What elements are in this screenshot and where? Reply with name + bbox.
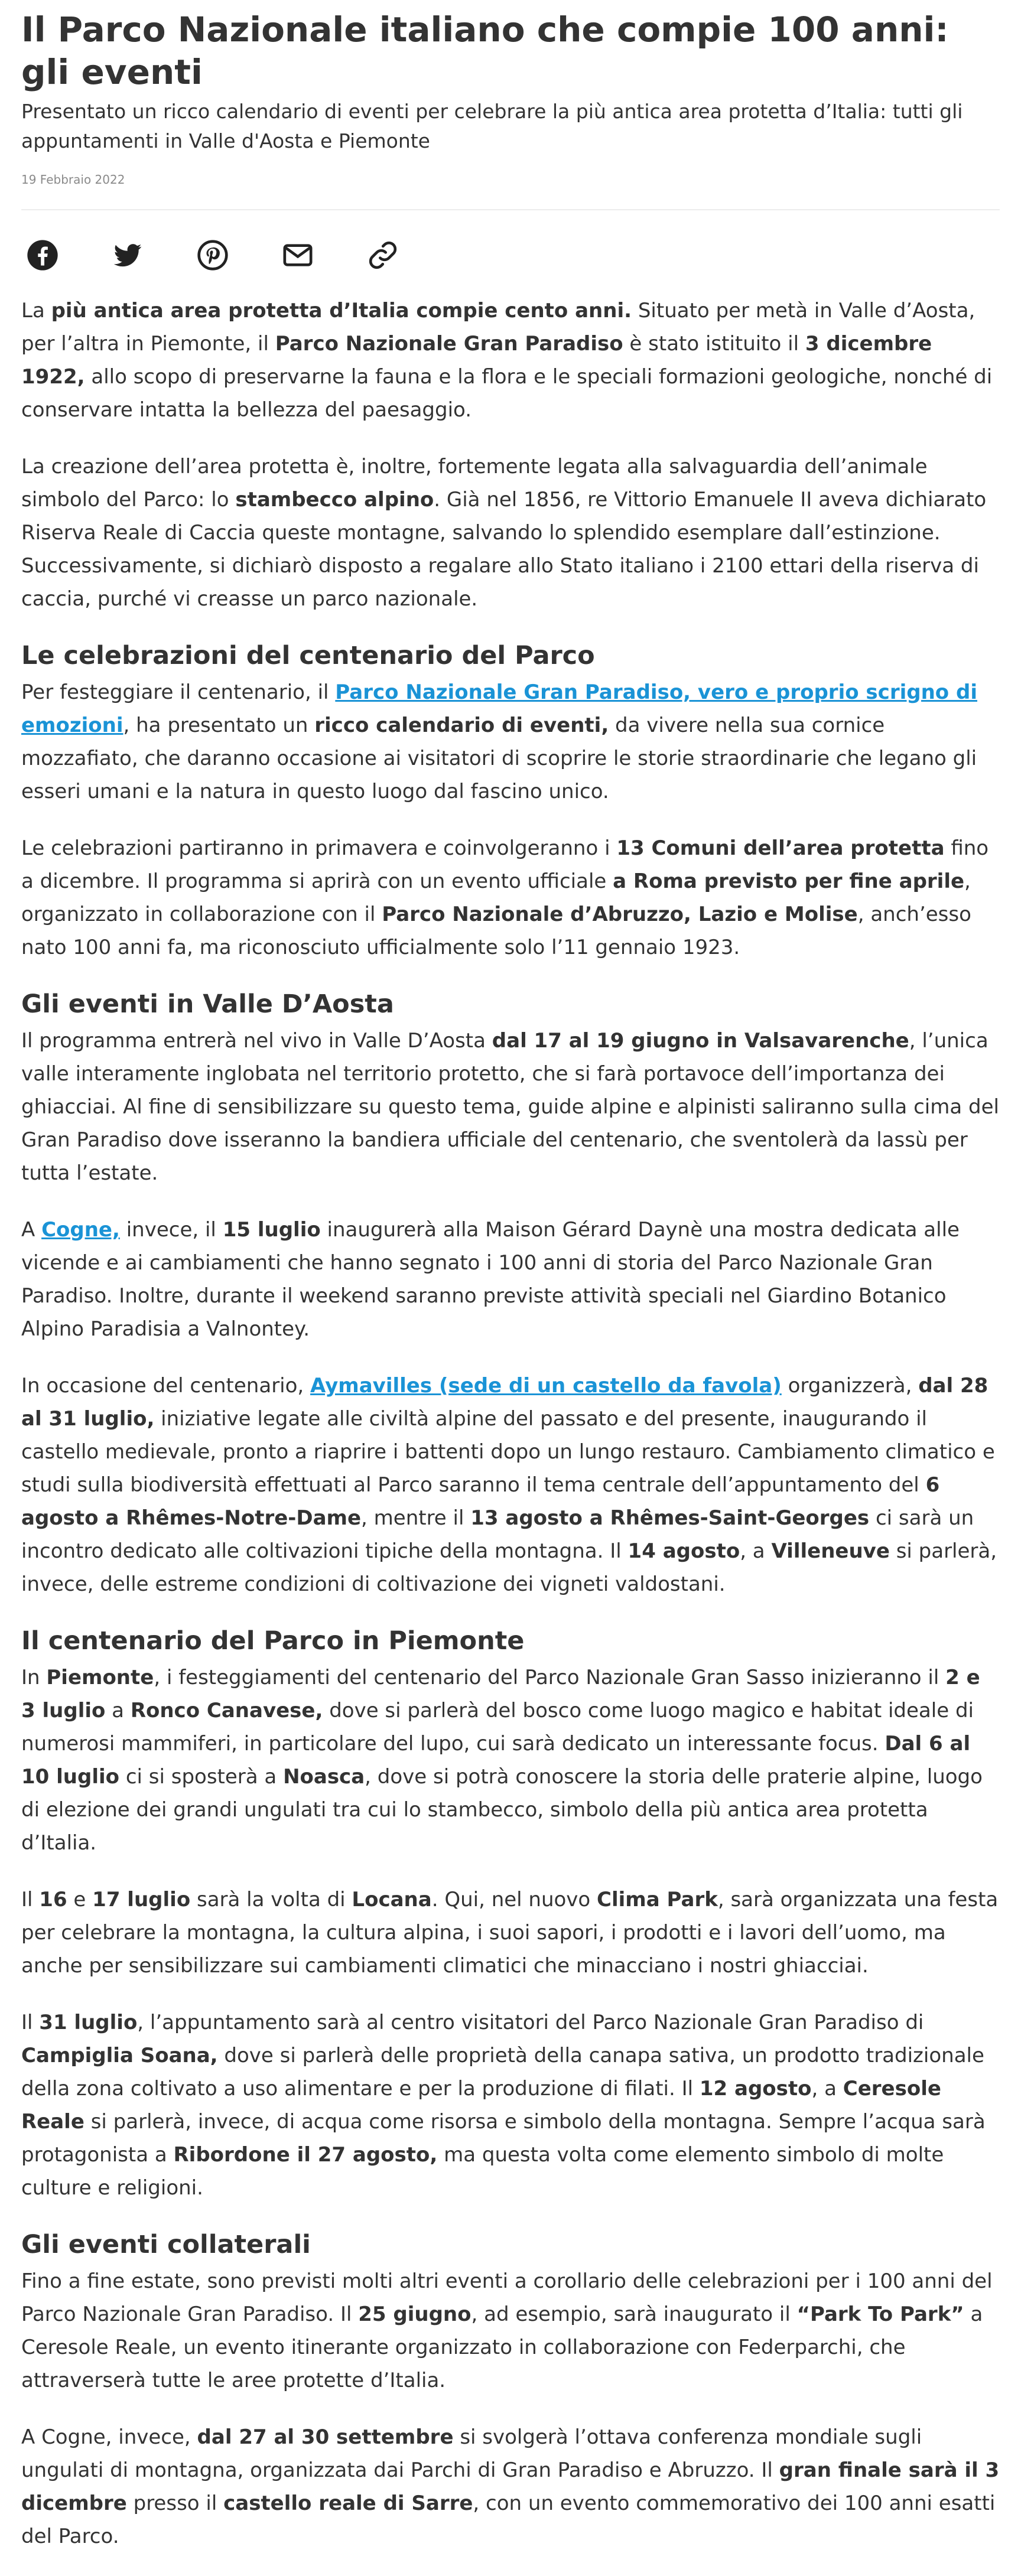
paragraph-gran-finale: A Cogne, invece, dal 27 al 30 settembre si svolgerà l’ottava conferenza mondiale sugli ungulati di montagna, organizzata dai Parchi di Gran Paradiso e Abruzzo. Il gran finale sarà il 3 dicembre presso il castello reale di Sarre, con un evento commemorativo dei 100 anni esatti del Parco. — [21, 2425, 1000, 2548]
article-title: Il Parco Nazionale italiano che compie 100 anni: gli eventi — [21, 9, 949, 92]
heading-collaterali: Gli eventi collaterali — [21, 2230, 311, 2259]
divider — [21, 209, 1000, 210]
facebook-icon[interactable] — [26, 239, 59, 272]
paragraph-intro: La più antica area protetta d’Italia compie cento anni. Situato per metà in Valle d’Aosta, per l’altra in Piemonte, il Parco Nazionale Gran Paradiso è stato istituito il 3 dicembre 1922, allo scopo di preservarne la fauna e la flora e le speciali formazioni geologiche, nonché di conservare intatta la bellezza del paesaggio. — [21, 299, 993, 422]
link-icon[interactable] — [366, 239, 399, 272]
paragraph-campiglia: Il 31 luglio, l’appuntamento sarà al centro visitatori del Parco Nazionale Gran Paradiso di Campiglia Soana, dove si parlerà delle proprietà della canapa sativa, un prodotto tradizionale della zona coltivato a uso alimentare e per la produzione di filati. Il 12 agosto, a Ceresole Reale si parlerà, invece, di acqua come risorsa e simbolo della montagna. Sempre l’acqua sarà protagonista a Ribordone il 27 agosto, ma questa volta come elemento simbolo di molte culture e religioni. — [21, 2011, 986, 2200]
paragraph-locana: Il 16 e 17 luglio sarà la volta di Locana. Qui, nel nuovo Clima Park, sarà organizzata una festa per celebrare la montagna, la cultura alpina, i suoi sapori, i prodotti e i lavori dell’uomo, ma anche per sensibilizzare sui cambiamenti climatici che minacciano i nostri ghiacciai. — [21, 1888, 999, 1978]
twitter-icon[interactable] — [111, 239, 144, 272]
pinterest-icon[interactable] — [196, 239, 229, 272]
paragraph-aymavilles: In occasione del centenario, Aymavilles (sede di un castello da favola) organizzerà, dal 28 al 31 luglio, iniziative legate alle civiltà alpine del passato e del presente, inaugurando il castello medievale, pronto a riaprire i battenti dopo un lungo restauro. Cambiamento climatico e studi sulla biodiversità effettuati al Parco saranno il tema centrale dell’appuntamento del 6 agosto a Rhêmes-Notre-Dame, mentre il 13 agosto a Rhêmes-Saint-Georges ci sarà un incontro dedicato alle coltivazioni tipiche della montagna. Il 14 agosto, a Villeneuve si parlerà, invece, delle estreme condizioni di coltivazione dei vigneti valdostani. — [21, 1374, 997, 1596]
link-parco-gran-paradiso[interactable]: Parco Nazionale Gran Paradiso, vero e proprio scrigno di emozioni — [21, 680, 977, 737]
heading-celebrazioni: Le celebrazioni del centenario del Parco — [21, 641, 595, 670]
paragraph-ronco-noasca: In Piemonte, i festeggiamenti del centenario del Parco Nazionale Gran Sasso inizieranno il 2 e 3 luglio a Ronco Canavese, dove si parlerà del bosco come luogo magico e habitat ideale di numerosi mammiferi, in particolare del lupo, cui sarà dedicato un interessante focus. Dal 6 al 10 luglio ci si sposterà a Noasca, dove si potrà conoscere la storia delle praterie alpine, luogo di elezione dei grandi ungulati tra cui lo stambecco, simbolo della più antica area protetta d’Italia. — [21, 1666, 983, 1855]
paragraph-stambecco: La creazione dell’area protetta è, inoltre, fortemente legata alla salvaguardia dell’animale simbolo del Parco: lo stambecco alpino. Già nel 1856, re Vittorio Emanuele II aveva dichiarato Riserva Reale di Caccia queste montagne, salvando lo splendido esemplare dall’estinzione. Successivamente, si dichiarò disposto a regalare allo Stato italiano i 2100 ettari della riserva di caccia, purché vi creasse un parco nazionale. — [21, 455, 987, 611]
paragraph-centenario: Per festeggiare il centenario, il Parco Nazionale Gran Paradiso, vero e proprio scrigno di emozioni, ha presentato un ricco calendario di eventi, da vivere nella sua cornice mozzafiato, che daranno occasione ai visitatori di scoprire le storie straordinarie che legano gli esseri umani e la natura in questo luogo dal fascino unico. — [21, 680, 977, 803]
link-aymavilles[interactable]: Aymavilles (sede di un castello da favola) — [310, 1374, 782, 1398]
heading-valle-aosta: Gli eventi in Valle D’Aosta — [21, 989, 394, 1019]
paragraph-cogne: A Cogne, invece, il 15 luglio inaugurerà alla Maison Gérard Daynè una mostra dedicata alle vicende e ai cambiamenti che hanno segnato i 100 anni di storia del Parco Nazionale Gran Paradiso. Inoltre, durante il weekend saranno previste attività speciali nel Giardino Botanico Alpino Paradisia a Valnontey. — [21, 1218, 960, 1341]
paragraph-valsavarenche: Il programma entrerà nel vivo in Valle D’Aosta dal 17 al 19 giugno in Valsavarenche, l’unica valle interamente inglobata nel territorio protetto, che si farà portavoce dell’importanza dei ghiacciai. Al fine di sensibilizzare su questo tema, guide alpine e alpinisti saliranno sulla cima del Gran Paradiso dove isseranno la bandiera ufficiale del centenario, che sventolerà da lassù per tutta l’estate. — [21, 1029, 999, 1185]
heading-piemonte: Il centenario del Parco in Piemonte — [21, 1626, 525, 1656]
paragraph-programma: Le celebrazioni partiranno in primavera e coinvolgeranno i 13 Comuni dell’area protetta fino a dicembre. Il programma si aprirà con un evento ufficiale a Roma previsto per fine aprile, organizzato in collaborazione con il Parco Nazionale d’Abruzzo, Lazio e Molise, anch’esso nato 100 anni fa, ma riconosciuto ufficialmente solo l’11 gennaio 1923. — [21, 836, 989, 959]
publish-date: 19 Febbraio 2022 — [21, 172, 125, 187]
link-cogne[interactable]: Cogne, — [41, 1218, 120, 1242]
paragraph-park-to-park: Fino a fine estate, sono previsti molti altri eventi a corollario delle celebrazioni per i 100 anni del Parco Nazionale Gran Paradiso. Il 25 giugno, ad esempio, sarà inaugurato il “Park To Park” a Ceresole Reale, un evento itinerante organizzato in collaborazione con Federparchi, che attraverserà tutte le aree protette d’Italia. — [21, 2269, 993, 2392]
share-bar — [21, 224, 1000, 294]
email-icon[interactable] — [281, 239, 314, 272]
article-subtitle: Presentato un ricco calendario di eventi per celebrare la più antica area protetta d’Italia: tutti gli appuntamenti in Valle d'Aosta e Piemonte — [21, 100, 963, 152]
